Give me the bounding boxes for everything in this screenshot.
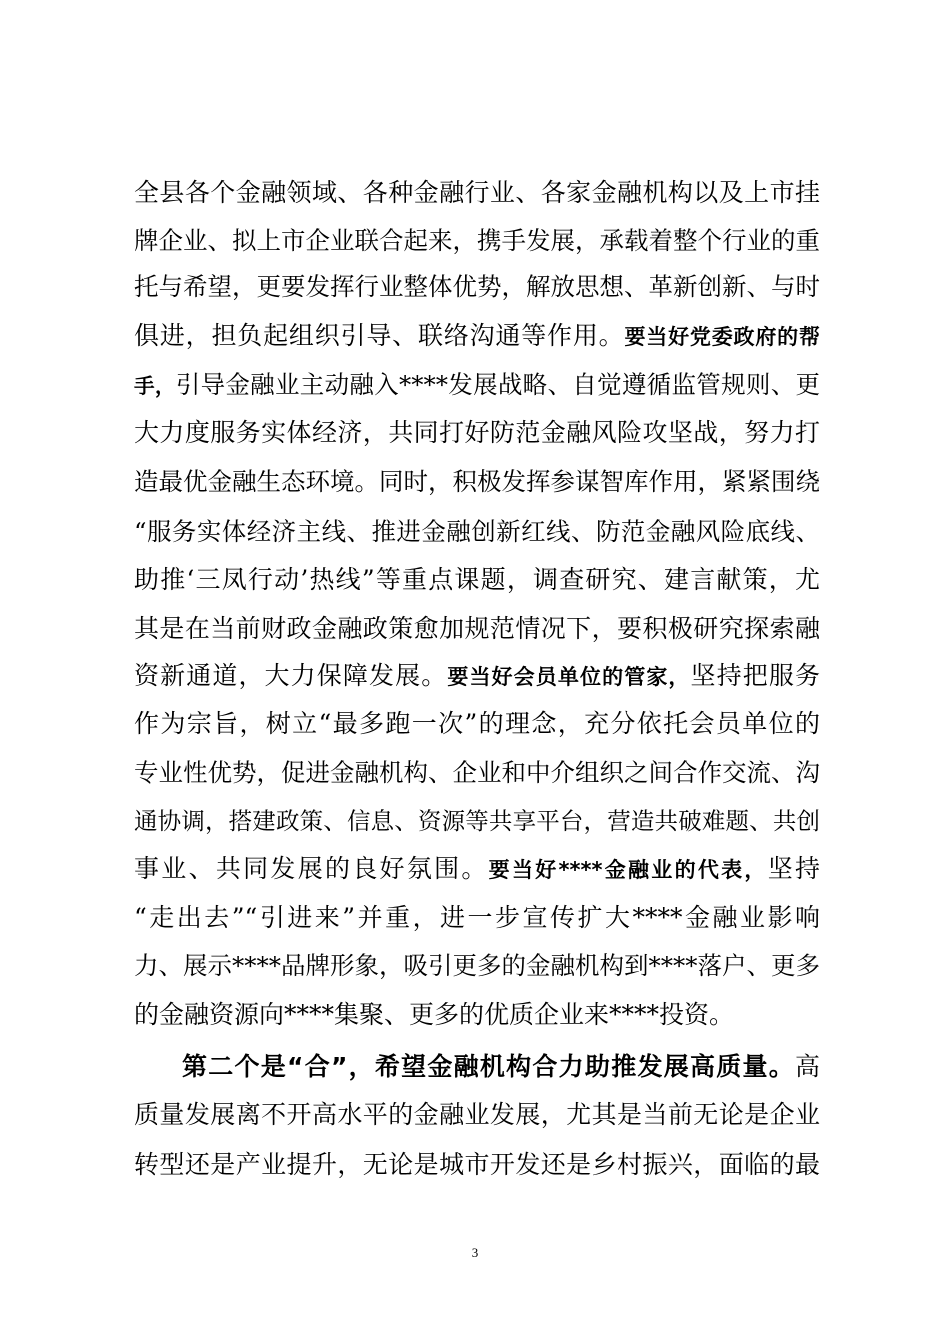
text-segment: 助推‘三凤行动’热线”等重点课题，调查研究、建言献策，尤 — [134, 565, 820, 594]
text-segment: 大力度服务实体经济，共同打好防范金融风险攻坚战，努力打 — [134, 418, 820, 447]
section-heading-text: 第二个是“合”，希望金融机构合力助推发展高质量。 — [182, 1052, 795, 1081]
text-segment: 高 — [794, 1052, 820, 1081]
text-line — [134, 560, 820, 600]
bold-emphasis-text: 要当好****金融业的代表， — [488, 858, 768, 882]
text-segment: 全县各个金融领域、各种金融行业、各家金融机构以及上市挂 — [134, 178, 820, 207]
text-line — [134, 995, 820, 1035]
text-segment: 资新通道，大力保障发展。 — [134, 661, 448, 690]
text-segment: 牌企业、拟上市企业联合起来，携手发展，承载着整个行业的重 — [134, 226, 820, 255]
text-segment: 其是在当前财政金融政策愈加规范情况下，要积极研究探索融 — [134, 614, 820, 643]
text-line — [134, 221, 820, 261]
text-line — [134, 753, 820, 793]
text-line — [134, 267, 820, 307]
text-segment: 作为宗旨，树立“最多跑一次”的理念，充分依托会员单位的 — [134, 709, 820, 738]
text-line — [134, 801, 820, 841]
text-line — [134, 609, 820, 649]
text-line — [134, 656, 820, 696]
text-line — [134, 173, 820, 213]
text-line — [134, 512, 820, 552]
text-segment: 事业、共同发展的良好氛围。 — [134, 854, 489, 883]
text-segment: 通协调，搭建政策、信息、资源等共享平台，营造共破难题、共创 — [134, 807, 820, 835]
text-segment: 俱进，担负起组织引导、联络沟通等作用。 — [134, 321, 625, 350]
text-line — [182, 1047, 820, 1087]
text-line — [134, 1145, 820, 1185]
text-line — [134, 413, 820, 453]
text-segment: 质量发展离不开高水平的金融业发展，尤其是当前无论是企业 — [134, 1100, 820, 1129]
text-line — [134, 898, 820, 938]
text-segment: 的金融资源向****集聚、更多的优质企业来****投资。 — [134, 1000, 735, 1029]
text-segment: “走出去”“引进来”并重，进一步宣传扩大****金融业影响 — [134, 903, 820, 932]
text-line — [134, 946, 820, 986]
text-line — [134, 316, 820, 356]
text-line — [134, 365, 820, 405]
text-line — [134, 1095, 820, 1135]
text-segment: 力、展示****品牌形象，吸引更多的金融机构到****落户、更多 — [134, 951, 820, 980]
text-segment: 引导金融业主动融入****发展战略、自觉遵循监管规则、更 — [175, 370, 820, 399]
text-line — [134, 704, 820, 744]
text-segment: 造最优金融生态环境。同时，积极发挥参谋智库作用，紧紧围绕 — [134, 467, 820, 496]
bold-emphasis-text: 要当好党委政府的帮 — [624, 325, 820, 349]
text-segment: 托与希望，更要发挥行业整体优势，解放思想、革新创新、与时 — [134, 272, 820, 301]
text-segment: 坚持 — [767, 854, 820, 883]
text-segment: 转型还是产业提升，无论是城市开发还是乡村振兴，面临的最 — [134, 1150, 820, 1179]
bold-emphasis-text: 手， — [134, 374, 176, 398]
text-segment: 坚持把服务 — [690, 661, 820, 690]
text-line — [134, 462, 820, 502]
text-segment: “服务实体经济主线、推进金融创新红线、防范金融风险底线、 — [134, 517, 820, 546]
text-line — [134, 849, 820, 889]
page-number: 3 — [471, 1245, 479, 1260]
text-segment: 专业性优势，促进金融机构、企业和中介组织之间合作交流、沟 — [134, 758, 820, 787]
bold-emphasis-text: 要当好会员单位的管家， — [447, 665, 691, 689]
